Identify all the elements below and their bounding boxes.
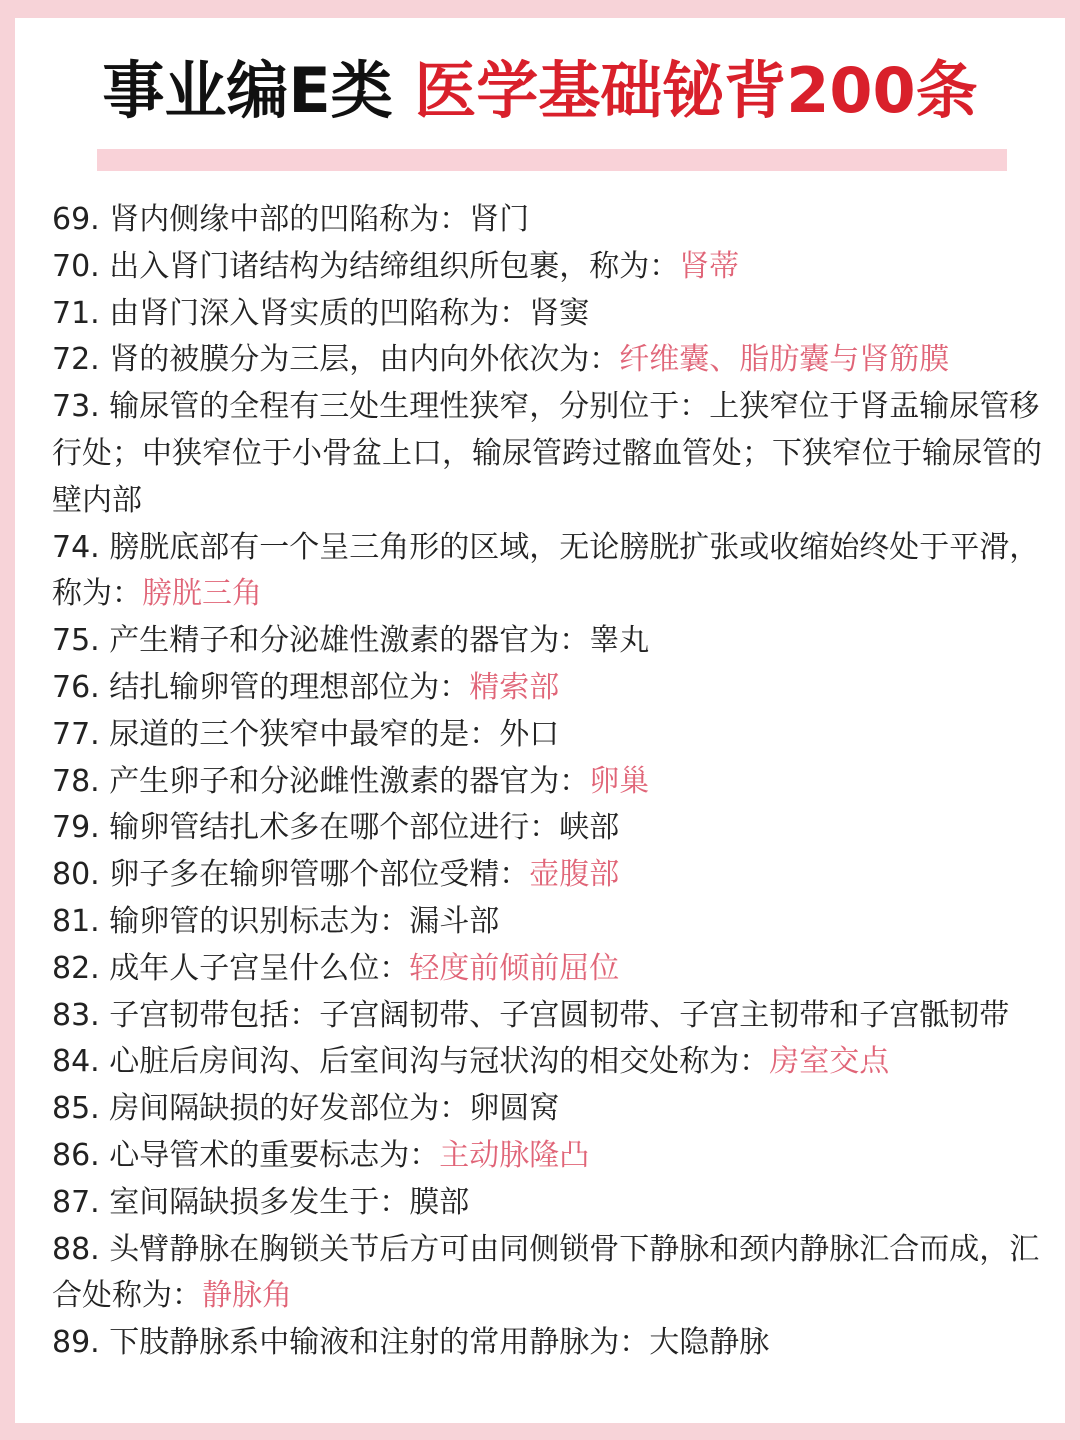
- item-answer-highlighted: 壶腹部: [529, 857, 620, 893]
- item-question: 子宫韧带包括：: [109, 997, 320, 1033]
- item-number: 69.: [52, 202, 110, 237]
- list-item: [52, 1086, 1062, 1133]
- item-answer: 漏斗部: [409, 903, 500, 939]
- list-item: [52, 759, 1062, 806]
- question-list: [52, 197, 1062, 1367]
- item-number: 79.: [52, 810, 110, 846]
- item-number: 75.: [52, 623, 110, 659]
- title-underline: [97, 149, 1007, 171]
- item-number: 77.: [52, 716, 110, 752]
- item-question: 房间隔缺损的好发部位为：: [109, 1091, 470, 1127]
- item-answer: 上狭窄位于肾盂输尿管移行处；中狭窄位于小骨盆上口，输尿管跨过髂血管处；下狭窄位于输尿管的壁内部: [52, 389, 1042, 518]
- list-item: [52, 1039, 1062, 1086]
- item-number: 83.: [52, 997, 110, 1033]
- item-question: 膀胱底部有一个呈三角形的区域，无论膀胱扩张或收缩始终处于平滑，称为：: [52, 529, 1040, 612]
- item-question: 下肢静脉系中输液和注射的常用静脉为：: [109, 1325, 650, 1361]
- list-item: [52, 525, 1062, 619]
- item-answer-highlighted: 主动脉隆凸: [439, 1137, 590, 1173]
- item-question: 室间隔缺损多发生于：: [109, 1184, 410, 1220]
- item-number: 71.: [52, 295, 110, 331]
- item-answer: 子宫阔韧带、子宫圆韧带、子宫主韧带和子宫骶韧带: [319, 997, 1010, 1033]
- list-item: [52, 384, 1062, 524]
- list-item: [52, 291, 1062, 338]
- item-question: 成年人子宫呈什么位：: [109, 950, 410, 986]
- item-answer: 膜部: [409, 1184, 470, 1220]
- list-item: [52, 1320, 1062, 1367]
- item-question: 输卵管的识别标志为：: [109, 903, 410, 939]
- list-item: [52, 665, 1062, 712]
- item-answer: 卵圆窝: [469, 1091, 560, 1127]
- item-number: 85.: [52, 1091, 110, 1127]
- item-answer: 肾门: [469, 202, 530, 237]
- item-number: 88.: [52, 1231, 110, 1267]
- title-highlight: 医学基础铋背200条: [414, 54, 978, 127]
- item-question: 产生卵子和分泌雌性激素的器官为：: [109, 763, 590, 799]
- item-answer: 外口: [499, 716, 560, 752]
- item-number: 78.: [52, 763, 110, 799]
- item-number: 81.: [52, 903, 110, 939]
- item-question: 输卵管结扎术多在哪个部位进行：: [109, 810, 560, 846]
- page-title: [0, 55, 1080, 126]
- item-answer-highlighted: 静脉角: [202, 1278, 292, 1314]
- item-number: 89.: [52, 1325, 110, 1361]
- item-answer-highlighted: 卵巢: [589, 763, 650, 799]
- item-answer: 肾窦: [529, 295, 590, 331]
- item-number: 74.: [52, 529, 110, 565]
- list-item: [52, 852, 1062, 899]
- item-answer-highlighted: 轻度前倾前屈位: [409, 950, 620, 986]
- list-item: [52, 899, 1062, 946]
- item-answer-highlighted: 膀胱三角: [142, 576, 262, 612]
- item-question: 肾内侧缘中部的凹陷称为：: [109, 202, 470, 237]
- item-number: 86.: [52, 1137, 110, 1173]
- list-item: [52, 712, 1062, 759]
- item-answer: 峡部: [559, 810, 620, 846]
- item-answer-highlighted: 肾蒂: [679, 248, 740, 284]
- list-item: [52, 244, 1062, 291]
- item-question: 出入肾门诸结构为结缔组织所包裹，称为：: [109, 248, 680, 284]
- item-answer: 睾丸: [589, 623, 650, 659]
- list-item: [52, 805, 1062, 852]
- item-question: 结扎输卵管的理想部位为：: [109, 669, 470, 705]
- list-item: [52, 618, 1062, 665]
- list-item: [52, 1180, 1062, 1227]
- item-number: 80.: [52, 857, 110, 893]
- item-number: 73.: [52, 389, 110, 425]
- list-item: [52, 946, 1062, 993]
- item-number: 87.: [52, 1184, 110, 1220]
- item-question: 输尿管的全程有三处生理性狭窄，分别位于：: [109, 389, 710, 425]
- item-answer-highlighted: 精索部: [469, 669, 560, 705]
- item-question: 头臂静脉在胸锁关节后方可由同侧锁骨下静脉和颈内静脉汇合而成，汇合处称为：: [52, 1231, 1040, 1314]
- item-number: 84.: [52, 1044, 110, 1080]
- item-question: 卵子多在输卵管哪个部位受精：: [109, 857, 530, 893]
- item-question: 肾的被膜分为三层，由内向外依次为：: [109, 342, 620, 378]
- item-number: 70.: [52, 248, 110, 284]
- item-answer-highlighted: 房室交点: [769, 1044, 890, 1080]
- title-prefix: 事业编E类: [102, 54, 415, 127]
- item-question: 心导管术的重要标志为：: [109, 1137, 440, 1173]
- item-question: 心脏后房间沟、后室间沟与冠状沟的相交处称为：: [109, 1044, 770, 1080]
- list-item: [52, 337, 1062, 384]
- list-item: [52, 197, 1062, 244]
- item-answer: 大隐静脉: [649, 1325, 770, 1361]
- list-item: [52, 1133, 1062, 1180]
- list-item: [52, 1227, 1062, 1321]
- item-number: 72.: [52, 342, 110, 378]
- item-number: 82.: [52, 950, 110, 986]
- item-question: 尿道的三个狭窄中最窄的是：: [109, 716, 500, 752]
- item-answer-highlighted: 纤维囊、脂肪囊与肾筋膜: [619, 342, 950, 378]
- item-question: 由肾门深入肾实质的凹陷称为：: [109, 295, 530, 331]
- item-question: 产生精子和分泌雄性激素的器官为：: [109, 623, 590, 659]
- item-number: 76.: [52, 669, 110, 705]
- list-item: [52, 993, 1062, 1040]
